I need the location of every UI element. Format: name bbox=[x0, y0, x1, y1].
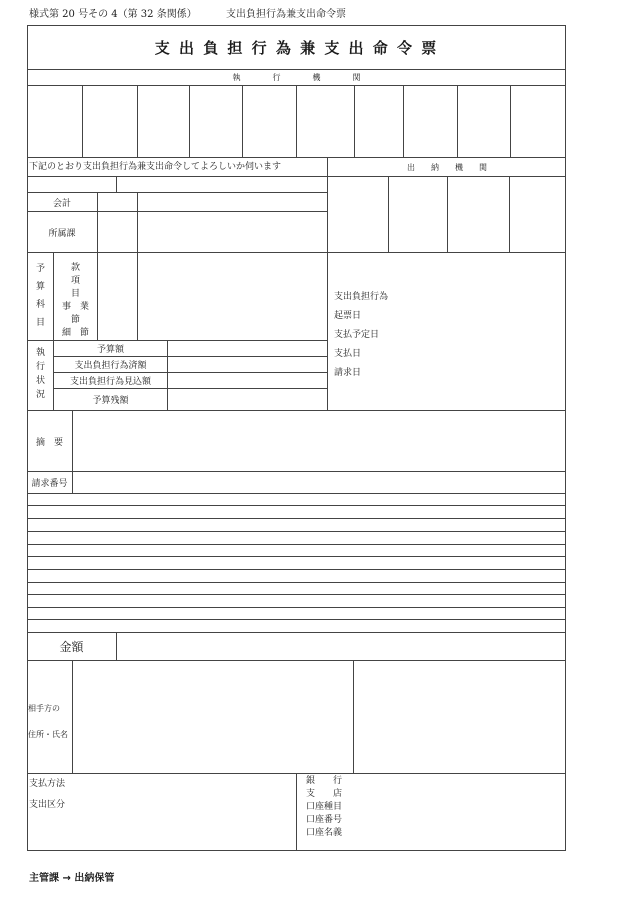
payment-date-label: 支払日 bbox=[334, 349, 362, 359]
commitment-date-label: 支出負担行為 bbox=[334, 292, 389, 302]
budget-balance-label: 予算残額 bbox=[92, 396, 129, 406]
execution-status-label: 執 行 状 況 bbox=[35, 348, 45, 400]
blank-line bbox=[27, 607, 566, 608]
seal-box-divider bbox=[137, 85, 138, 157]
seal-box-divider bbox=[82, 85, 83, 157]
footer-routing: 主管課 → 出納保管 bbox=[29, 873, 115, 884]
department-label: 所属課 bbox=[48, 228, 76, 239]
bank-label: 銀 行 bbox=[306, 776, 343, 786]
cell-divider bbox=[353, 660, 354, 773]
committed-amount-label: 支出負担行為済額 bbox=[74, 361, 147, 371]
seal-box-divider bbox=[189, 85, 190, 157]
blank-line bbox=[27, 544, 566, 545]
payment-category-label: 支出区分 bbox=[29, 800, 66, 810]
column-divider bbox=[327, 157, 328, 411]
scheduled-payment-label: 支払予定日 bbox=[334, 330, 380, 340]
treasury-seal-divider bbox=[509, 176, 510, 252]
account-label: 会計 bbox=[52, 198, 71, 209]
expected-amount-label: 支出負担行為見込額 bbox=[69, 377, 151, 387]
treasury-seal-divider bbox=[447, 176, 448, 252]
bank-info-labels bbox=[306, 775, 342, 840]
blank-line bbox=[27, 556, 566, 557]
divider bbox=[27, 176, 566, 177]
account-name-label: 口座名義 bbox=[306, 828, 343, 838]
blank-line bbox=[27, 505, 566, 506]
divider bbox=[27, 471, 566, 472]
seal-box-divider bbox=[457, 85, 458, 157]
blank-line bbox=[27, 619, 566, 620]
seal-box-divider bbox=[296, 85, 297, 157]
treasury-agency-label: 出 納 機 関 bbox=[407, 162, 487, 172]
form-title: 支 出 負 担 行 為 兼 支 出 命 令 票 bbox=[154, 38, 439, 57]
blank-line bbox=[27, 582, 566, 583]
account-number-label: 口座番号 bbox=[306, 815, 343, 825]
blank-line bbox=[27, 569, 566, 570]
divider bbox=[27, 410, 566, 411]
form-name: 支出負担行為兼支出命令票 bbox=[226, 9, 346, 20]
cell-divider bbox=[116, 632, 117, 660]
amount-label: 金額 bbox=[59, 640, 84, 654]
counterparty-label: 相手方の 住所・氏名 bbox=[28, 704, 68, 739]
cell-divider bbox=[97, 252, 98, 340]
cell-divider bbox=[72, 660, 73, 773]
cell-divider bbox=[167, 340, 168, 410]
approval-request-text: 下記のとおり支出負担行為兼支出命令してよろしいか伺います bbox=[29, 162, 282, 172]
cell-divider bbox=[296, 773, 297, 850]
blank-line bbox=[27, 594, 566, 595]
budget-amount-label: 予算額 bbox=[96, 345, 124, 355]
cell-divider bbox=[137, 192, 138, 340]
budget-levels-label: 款 項 目 事 業 節 細 節 bbox=[61, 263, 89, 338]
claim-number-label: 請求番号 bbox=[31, 479, 68, 489]
divider bbox=[27, 660, 566, 661]
date-fields bbox=[334, 288, 388, 383]
cell-divider bbox=[72, 410, 73, 493]
seal-box-divider bbox=[510, 85, 511, 157]
seal-box-divider bbox=[403, 85, 404, 157]
blank-line bbox=[27, 518, 566, 519]
budget-item-label: 予 算 科 目 bbox=[35, 264, 45, 328]
divider bbox=[27, 493, 566, 494]
payment-method-label: 支払方法 bbox=[29, 779, 66, 789]
cell-divider bbox=[116, 176, 117, 192]
account-type-label: 口座種目 bbox=[306, 802, 343, 812]
branch-label: 支 店 bbox=[306, 789, 343, 799]
divider bbox=[27, 252, 566, 253]
seal-box-divider bbox=[242, 85, 243, 157]
seal-box-divider bbox=[354, 85, 355, 157]
claim-date-label: 請求日 bbox=[334, 368, 362, 378]
summary-label: 摘 要 bbox=[35, 437, 63, 448]
issue-date-label: 起票日 bbox=[334, 311, 362, 321]
cell-divider bbox=[97, 192, 98, 252]
treasury-seal-divider bbox=[388, 176, 389, 252]
execution-agency-label: 執 行 機 関 bbox=[232, 73, 361, 82]
blank-line bbox=[27, 531, 566, 532]
form-number: 様式第 20 号その 4（第 32 条関係） bbox=[29, 9, 197, 20]
